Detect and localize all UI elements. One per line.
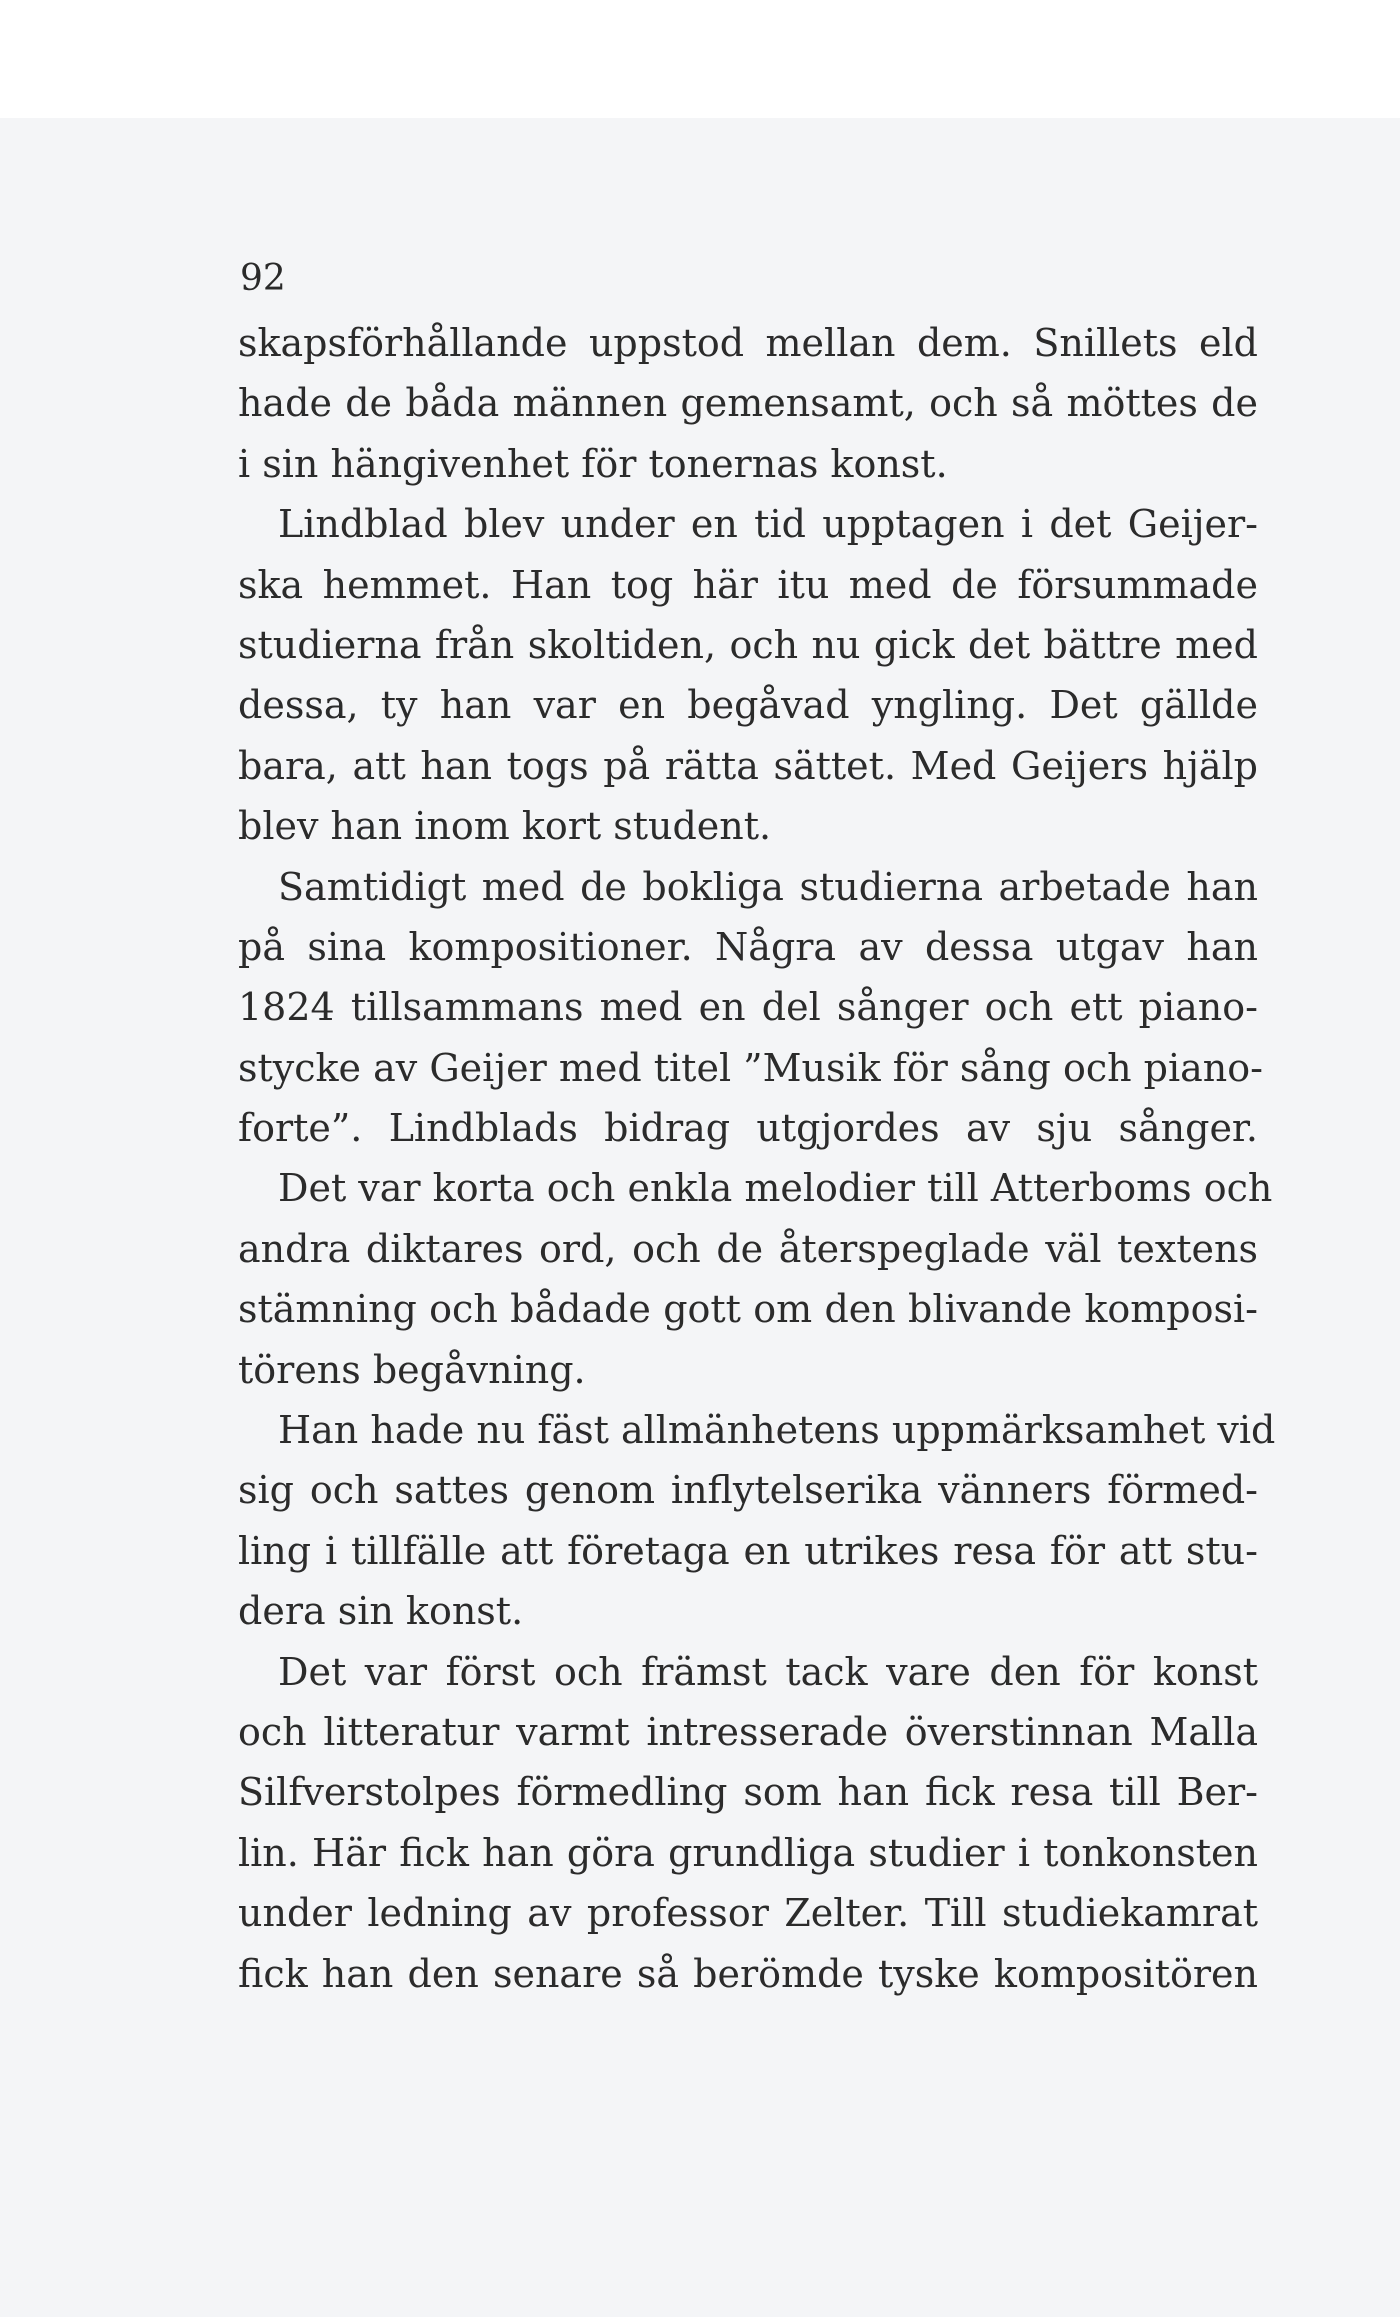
text-line: blev han inom kort student. [238, 804, 772, 849]
page-number: 92 [240, 258, 286, 299]
text-line: stämning och bådade gott om den blivande komposi- [238, 1287, 1258, 1332]
text-line: ska hemmet. Han tog här itu med de försummade [238, 562, 1258, 607]
text-line: andra diktares ord, och de återspeglade väl textens [238, 1226, 1258, 1271]
text-line: stycke av Geijer med titel ”Musik för sång och piano- [238, 1045, 1263, 1090]
text-line: sig och sattes genom inflytelserika vänners förmed- [238, 1468, 1258, 1513]
text-line: Det var korta och enkla melodier till Atterboms och [278, 1166, 1273, 1211]
text-line: törens begåvning. [238, 1347, 586, 1392]
text-line: Det var först och främst tack vare den för konst [278, 1649, 1258, 1694]
text-line: fick han den senare så berömde tyske kompositören [238, 1951, 1258, 1996]
text-line: skapsförhållande uppstod mellan dem. Snillets eld [238, 321, 1258, 365]
text-line: Samtidigt med de bokliga studierna arbetade han [278, 864, 1258, 909]
text-line: bara, att han togs på rätta sättet. Med Geijers hjälp [238, 743, 1258, 788]
book-page [0, 118, 1400, 2317]
text-line: forte”. Lindblads bidrag utgjordes av sju sånger. [238, 1106, 1258, 1151]
text-line: dera sin konst. [238, 1589, 524, 1634]
text-line: lin. Här fick han göra grundliga studier i tonkonsten [238, 1830, 1258, 1875]
text-line: och litteratur varmt intresserade överstinnan Malla [238, 1709, 1258, 1754]
text-line: i sin hängivenhet för tonernas konst. [238, 441, 948, 486]
text-line: under ledning av professor Zelter. Till studiekamrat [238, 1891, 1258, 1936]
text-line: Han hade nu fäst allmänhetens uppmärksamhet vid [278, 1408, 1276, 1453]
text-line: dessa, ty han var en begåvad yngling. Det gällde [238, 683, 1258, 728]
text-line: 1824 tillsammans med en del sånger och ett piano- [238, 985, 1258, 1030]
text-line: Lindblad blev under en tid upptagen i det Geijer- [278, 502, 1258, 547]
text-line: på sina kompositioner. Några av dessa utgav han [238, 924, 1258, 969]
text-line: hade de båda männen gemensamt, och så möttes de [238, 381, 1258, 426]
text-line: ling i tillfälle att företaga en utrikes resa för att stu- [238, 1528, 1258, 1573]
body-text [238, 313, 1276, 2004]
text-line: studierna från skoltiden, och nu gick det bättre med [238, 622, 1258, 667]
text-line: Silfverstolpes förmedling som han fick resa till Ber- [238, 1770, 1258, 1815]
